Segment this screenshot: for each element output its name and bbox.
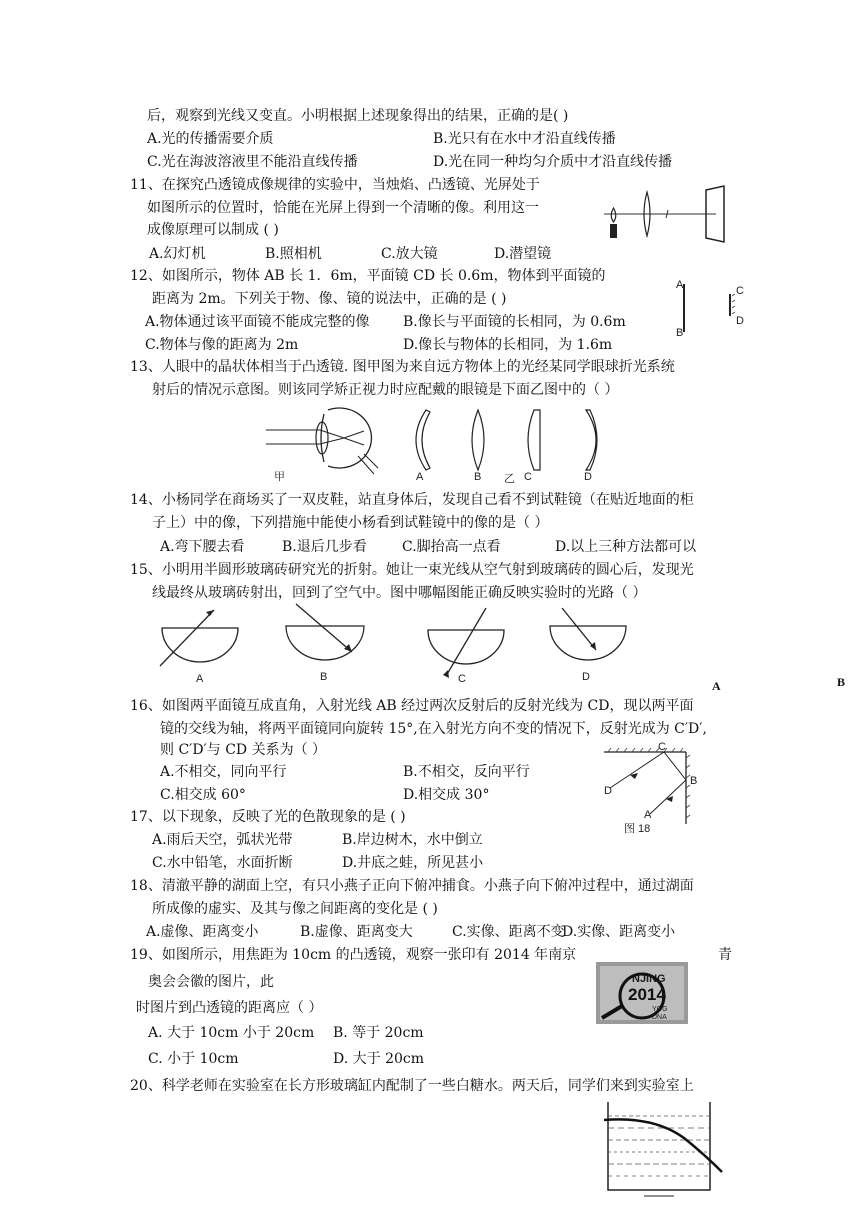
- q18-option-c[interactable]: C.实像、距离不变: [452, 924, 565, 940]
- eyeball-icon: [328, 408, 371, 468]
- q14-option-b[interactable]: B.退后几步看: [282, 539, 367, 555]
- q16-stem-3: 则 C′D′与 CD 关系为（ ）: [160, 742, 327, 758]
- q19-emblem-dna: DNA: [652, 1014, 667, 1021]
- q19-stem-3: 时图片到凸透镜的距离应（ ）: [136, 1000, 323, 1016]
- q17-option-a[interactable]: A.雨后天空，弧状光带: [152, 832, 293, 848]
- q16-label-c: C: [658, 741, 666, 753]
- concave-lens-icon: [586, 410, 597, 470]
- q13-stem-1: 13、人眼中的晶状体相当于凸透镜. 图甲图为来自远方物体上的光经某同学眼球折光系统: [130, 359, 675, 375]
- q13-eye-figure: [264, 404, 384, 482]
- q13-label-b: B: [474, 471, 482, 483]
- q15-label-b: B: [320, 671, 328, 683]
- q16-option-c[interactable]: C.相交成 60°: [160, 787, 246, 803]
- q13-lens-options-figure: [400, 404, 610, 485]
- q12-stem-2: 距离为 2m。下列关于物、像、镜的说法中，正确的是 ( ): [152, 291, 507, 307]
- q11-stem-1: 11、在探究凸透镜成像规律的实验中，当烛焰、凸透镜、光屏处于: [130, 177, 540, 193]
- q19-option-a[interactable]: A. 大于 10cm 小于 20cm: [148, 1025, 315, 1041]
- q16-figure-caption: 图 18: [624, 823, 651, 835]
- q14-stem-2: 子上）中的像，下列措施中能使小杨看到试鞋镜中的像的是（ ）: [152, 515, 549, 531]
- q11-option-b[interactable]: B.照相机: [265, 246, 322, 262]
- q20-sugar-water-tank-figure: [604, 1102, 726, 1196]
- q11-option-a[interactable]: A.幻灯机: [149, 246, 206, 262]
- q10-option-a[interactable]: A.光的传播需要介质: [147, 131, 274, 147]
- q16-mirrors-figure: [600, 741, 712, 835]
- q19-emblem-2014: 2014: [628, 985, 666, 1004]
- q10-option-c[interactable]: C.光在海波溶液里不能沿直线传播: [147, 154, 358, 170]
- q12-option-c[interactable]: C.物体与像的距离为 2m: [145, 337, 299, 353]
- q19-option-d[interactable]: D. 大于 20cm: [333, 1051, 425, 1067]
- q12-stem-1: 12、如图所示，物体 AB 长 1．6m，平面镜 CD 长 0.6m，物体到平面镜的: [130, 268, 606, 284]
- q15-figure-c: [428, 608, 504, 685]
- q13-stem-2: 射后的情况示意图。则该同学矫正视力时应配戴的眼镜是下面乙图中的（ ）: [152, 382, 619, 398]
- candle-icon: [610, 224, 617, 238]
- q15-figure-d: [550, 608, 626, 683]
- q11-option-d[interactable]: D.潜望镜: [494, 246, 552, 262]
- q19-emblem-njing: NJING: [632, 973, 666, 985]
- concave-meniscus-lens-icon: [416, 410, 430, 470]
- q16-option-b[interactable]: B.不相交，反向平行: [403, 764, 530, 780]
- q14-option-c[interactable]: C.脚抬高一点看: [402, 539, 501, 555]
- q15-figure-b: [286, 604, 364, 683]
- q16-stem-2: 镜的交线为轴，将两平面镜同向旋转 15°,在入射光方向不变的情况下，反射光成为 C′D′,: [160, 721, 707, 737]
- q15-label-a: A: [196, 673, 204, 685]
- convex-lens-icon: [472, 410, 484, 470]
- q16-option-d[interactable]: D.相交成 30°: [403, 787, 490, 803]
- stray-letter-a: A: [712, 679, 721, 693]
- q14-stem-1: 14、小杨同学在商场买了一双皮鞋，站直身体后，发现自己看不到试鞋镜（在贴近地面的柜: [130, 492, 694, 508]
- q18-option-b[interactable]: B.虚像、距离变大: [300, 924, 413, 940]
- q12-option-a[interactable]: A.物体通过该平面镜不能成完整的像: [145, 314, 370, 330]
- q19-emblem-photo: [596, 962, 688, 1024]
- q14-option-a[interactable]: A.弯下腰去看: [160, 539, 245, 555]
- q15-stem-2: 线最终从玻璃砖射出，回到了空气中。图中哪幅图能正确反映实验时的光路（ ）: [152, 585, 647, 601]
- q13-label-a: A: [416, 471, 424, 483]
- q17-option-d[interactable]: D.井底之蛙，所见甚小: [342, 855, 484, 871]
- q10-option-d[interactable]: D.光在同一种均匀介质中才沿直线传播: [433, 154, 673, 170]
- q18-option-d[interactable]: D.实像、距离变小: [562, 924, 676, 940]
- flame-icon: [611, 208, 616, 222]
- q19-stem-1: 19、如图所示，用焦距为 10cm 的凸透镜，观察一张印有 2014 年南京: [130, 947, 577, 963]
- q12-label-a: A: [676, 279, 684, 291]
- q11-stem-3: 成像原理可以制成 ( ): [147, 222, 279, 238]
- plano-convex-lens-icon: [528, 410, 540, 470]
- q11-stem-2: 如图所示的位置时，恰能在光屏上得到一个清晰的像。利用这一: [147, 200, 539, 216]
- q19-emblem-yog: YOG: [652, 1006, 668, 1013]
- q13-label-d: D: [584, 471, 592, 483]
- q12-label-d: D: [736, 315, 744, 327]
- q17-stem: 17、以下现象，反映了光的色散现象的是 ( ): [130, 809, 406, 825]
- q12-label-b: B: [676, 327, 684, 339]
- q12-option-b[interactable]: B.像长与平面镜的长相同，为 0.6m: [403, 314, 626, 330]
- q12-option-d[interactable]: D.像长与物体的长相同，为 1.6m: [403, 337, 613, 353]
- q16-label-b: B: [690, 775, 698, 787]
- q16-stem-1: 16、如图两平面镜互成直角，入射光线 AB 经过两次反射后的反射光线为 CD，现以两平面: [130, 698, 694, 714]
- q13-label-c: C: [524, 471, 532, 483]
- q12-object-mirror-figure: [674, 278, 744, 338]
- q18-stem-2: 所成像的虚实、及其与像之间距离的变化是 ( ): [152, 901, 438, 917]
- q13-label-jia: 甲: [274, 471, 285, 483]
- q16-label-a: A: [644, 809, 652, 821]
- q10-option-b[interactable]: B.光只有在水中才沿直线传播: [433, 131, 616, 147]
- q19-option-b[interactable]: B. 等于 20cm: [333, 1025, 424, 1041]
- q12-label-c: C: [736, 285, 744, 297]
- q19-stem-1-tail: 青: [718, 947, 732, 963]
- q13-label-yi: 乙: [504, 473, 515, 485]
- q18-stem-1: 18、清澈平静的湖面上空，有只小燕子正向下俯冲捕食。小燕子向下俯冲过程中，通过湖面: [130, 878, 694, 894]
- stray-letter-b: B: [837, 675, 846, 689]
- q10-stem: 后，观察到光线又变直。小明根据上述现象得出的结果，正确的是( ): [147, 108, 569, 124]
- q18-option-a[interactable]: A.虚像、距离变小: [146, 924, 259, 940]
- q15-stem-1: 15、小明用半圆形玻璃砖研究光的折射。她让一束光线从空气射到玻璃砖的圆心后，发现光: [130, 562, 694, 578]
- q15-label-c: C: [458, 673, 466, 685]
- q15-figure-a: [160, 610, 238, 685]
- q20-stem-1: 20、科学老师在实验室在长方形玻璃缸内配制了一些白糖水。两天后，同学们来到实验室上: [130, 1078, 694, 1094]
- q11-lens-bench-figure: [604, 186, 730, 242]
- q16-option-a[interactable]: A.不相交，同向平行: [160, 764, 287, 780]
- q19-option-c[interactable]: C. 小于 10cm: [148, 1051, 239, 1067]
- q17-option-c[interactable]: C.水中铅笔，水面折断: [152, 855, 293, 871]
- q14-option-d[interactable]: D.以上三种方法都可以: [555, 539, 697, 555]
- q16-label-d: D: [604, 785, 612, 797]
- q11-option-c[interactable]: C.放大镜: [381, 246, 438, 262]
- q17-option-b[interactable]: B.岸边树木，水中倒立: [342, 832, 483, 848]
- q15-label-d: D: [582, 671, 590, 683]
- q15-refraction-figures: [156, 604, 626, 684]
- q19-stem-2: 奥会会徽的图片，此: [148, 974, 274, 990]
